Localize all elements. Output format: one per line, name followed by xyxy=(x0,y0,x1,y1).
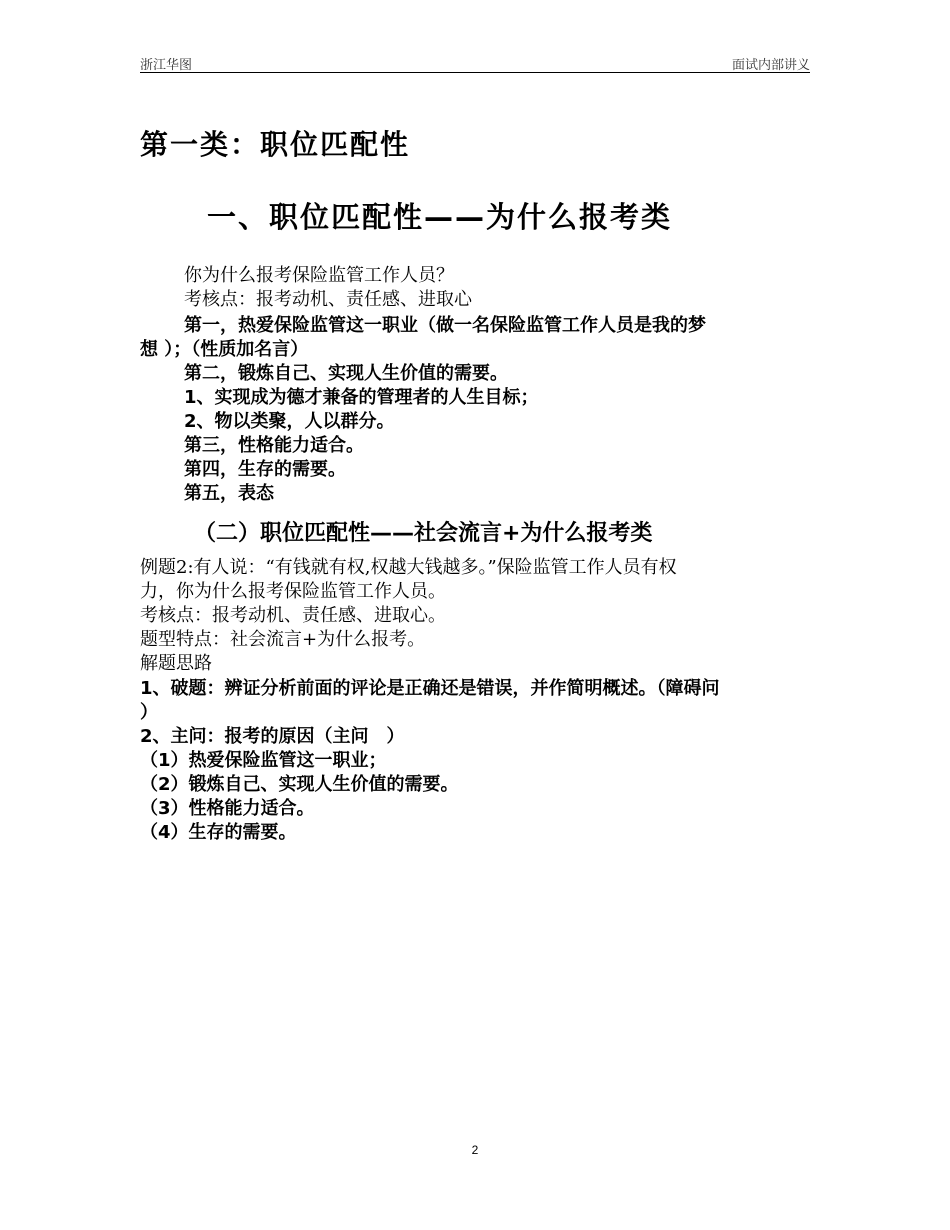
page-title: 第一类：职位匹配性 xyxy=(140,128,411,161)
reason-item: （4）生存的需要。 xyxy=(140,822,297,843)
page-number: 2 xyxy=(471,1143,479,1157)
section1-first-line2: 想 ）；（性质加名言） xyxy=(140,339,309,360)
header-right-text: 面试内部讲义 xyxy=(731,58,810,73)
section1-sub2: 2、物以类聚，人以群分。 xyxy=(184,411,395,432)
reason-item: （3）性格能力适合。 xyxy=(140,798,315,819)
section2-step1-line1: 1、破题：辨证分析前面的评论是正确还是错误，并作简明概述。（障碍问 xyxy=(140,678,720,699)
section1-fifth: 第五，表态 xyxy=(184,483,274,504)
section2-points: 考核点：报考动机、责任感、进取心。 xyxy=(140,605,446,626)
section2-example-line2: 力，你为什么报考保险监管工作人员。 xyxy=(140,581,446,602)
section2-step2: 2、主问：报考的原因（主问 ） xyxy=(140,726,405,747)
section1-third: 第三，性格能力适合。 xyxy=(184,435,364,456)
header-left-text: 浙江华图 xyxy=(140,58,193,73)
section1-first-line1: 第一，热爱保险监管这一职业（做一名保险监管工作人员是我的梦 xyxy=(184,315,706,336)
section1-points: 考核点：报考动机、责任感、进取心 xyxy=(184,289,472,310)
page-header xyxy=(140,50,810,73)
section2-step1-line2: ） xyxy=(140,702,158,723)
section2-approach: 解题思路 xyxy=(140,653,212,674)
reason-item: （1）热爱保险监管这一职业； xyxy=(140,750,387,771)
section1-heading: 一、职位匹配性——为什么报考类 xyxy=(207,200,673,234)
reason-item: （2）锻炼自己、实现人生价值的需要。 xyxy=(140,774,459,795)
section1-fourth: 第四，生存的需要。 xyxy=(184,459,346,480)
section2-example-line1: 例题2:有人说：“有钱就有权,权越大钱越多。”保险监管工作人员有权 xyxy=(140,557,677,578)
section1-question: 你为什么报考保险监管工作人员？ xyxy=(184,265,454,286)
section2-type: 题型特点：社会流言+为什么报考。 xyxy=(140,629,426,650)
section1-second: 第二，锻炼自己、实现人生价值的需要。 xyxy=(184,363,508,384)
section2-heading: （二）职位匹配性——社会流言+为什么报考类 xyxy=(194,521,653,546)
section1-sub1: 1、实现成为德才兼备的管理者的人生目标； xyxy=(184,387,539,408)
